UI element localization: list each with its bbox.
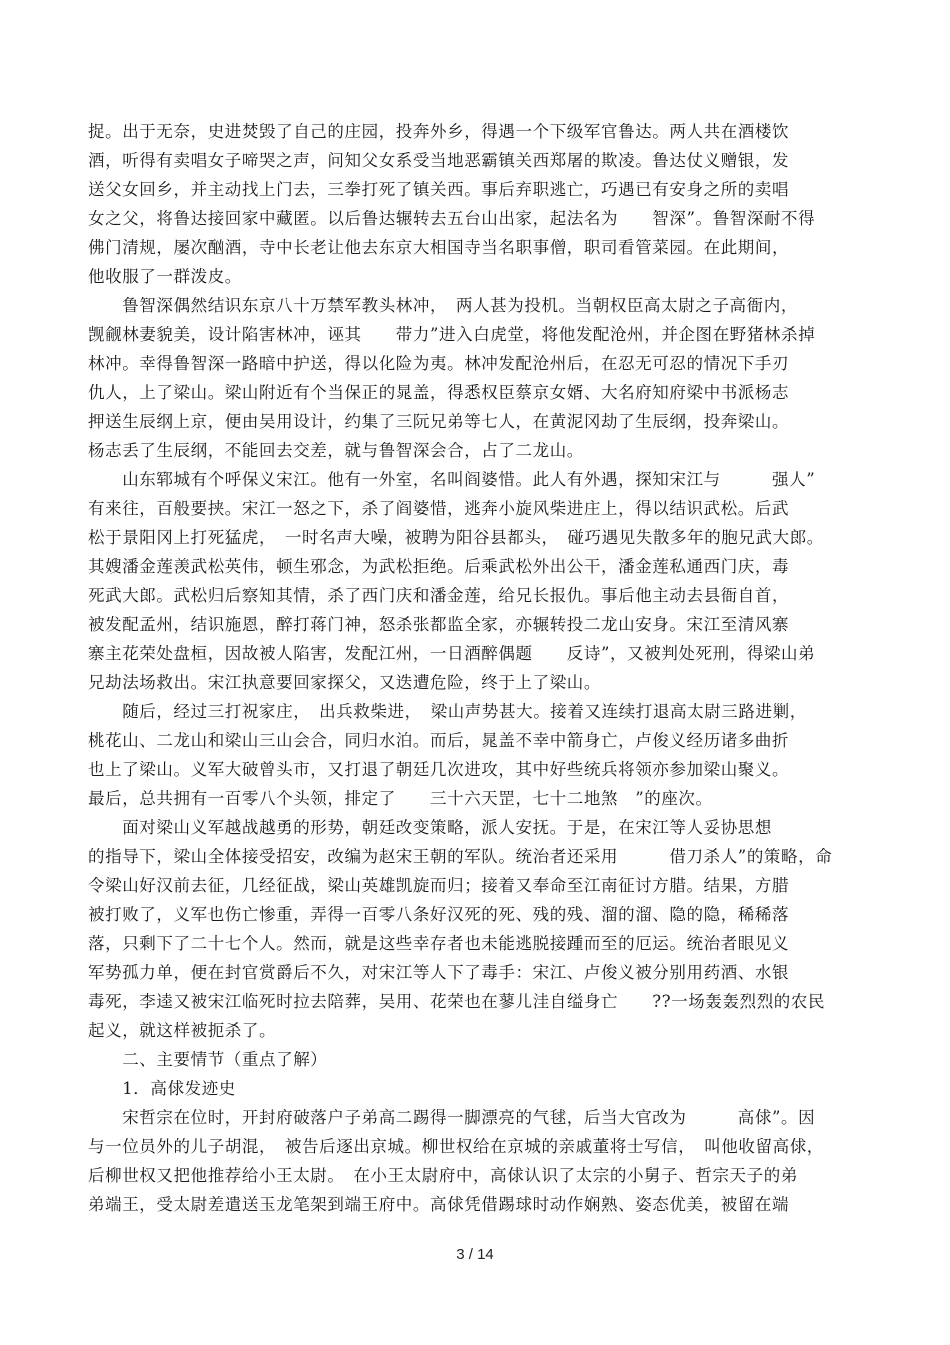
text-line: 后柳世权又把他推荐给小王太尉。 在小王太尉府中，高俅认识了太宗的小舅子、哲宗天子的弟 [88, 1166, 798, 1185]
text-line: 女之父，将鲁达接回家中藏匿。以后鲁达辗转去五台山出家，起法名为 智深”。鲁智深耐不得 [88, 209, 816, 228]
page-number: 3 / 14 [456, 1246, 494, 1263]
text-line: 送父女回乡，并主动找上门去，三拳打死了镇关西。事后弃职逃亡，巧遇已有安身之所的卖唱 [88, 180, 790, 199]
text-line: 宋哲宗在位时，开封府破落户子弟高二踢得一脚漂亮的气毬，后当大官改为 高俅”。因 [88, 1108, 816, 1127]
text-line: 落，只剩下了二十七个人。然而，就是这些幸存者也未能逃脱接踵而至的厄运。统治者眼见义 [88, 934, 790, 953]
text-line: 酒，听得有卖唱女子啼哭之声，问知父女系受当地恶霸镇关西郑屠的欺凌。鲁达仗义赠银，发 [88, 151, 790, 170]
text-line: 军势孤力单，便在封官赏爵后不久，对宋江等人下了毒手：宋江、卢俊义被分别用药酒、水银 [88, 963, 790, 982]
text-line: 佛门清规，屡次酗酒，寺中长老让他去东京大相国寺当名职事僧，职司看管菜园。在此期间， [88, 238, 790, 257]
text-line: 有来往，百般要挟。宋江一怒之下，杀了阎婆惜，逃奔小旋风柴进庄上，得以结识武松。后武 [88, 499, 790, 518]
text-line: 桃花山、二龙山和梁山三山会合，同归水泊。而后，晁盖不幸中箭身亡，卢俊义经历诸多曲折 [88, 731, 790, 750]
text-line: 与一位员外的儿子胡混， 被告后逐出京城。柳世权给在京城的亲戚董将士写信， 叫他收留高俅， [88, 1137, 824, 1156]
text-line: 寨主花荣处盘桓，因故被人陷害，发配江州，一日酒醉偶题 反诗”，又被判处死刑，得梁山弟 [88, 644, 816, 663]
text-line: 林冲。幸得鲁智深一路暗中护送，得以化险为夷。林冲发配沧州后，在忍无可忍的情况下手刃 [88, 354, 790, 373]
text-line: 的指导下，梁山全体接受招安，改编为赵宋王朝的军队。统治者还采用 借刀杀人”的策略，命 [88, 847, 833, 866]
text-line: 死武大郎。武松归后察知其情，杀了西门庆和潘金莲，给兄长报仇。事后他主动去县衙自首， [88, 586, 790, 605]
text-line: 兄劫法场救出。宋江执意要回家探父，又迭遭危险，终于上了梁山。 [88, 673, 601, 692]
text-line: 被打败了，义军也伤亡惨重，弄得一百零八条好汉死的死、残的残、溜的溜、隐的隐，稀稀落 [88, 905, 790, 924]
text-line: 其嫂潘金莲羡武松英伟，顿生邪念，为武松拒绝。后乘武松外出公干，潘金莲私通西门庆，毒 [88, 557, 790, 576]
text-line: 山东郓城有个呼保义宋江。他有一外室，名叫阎婆惜。此人有外遇，探知宋江与 强人” [88, 470, 816, 489]
text-line: 最后，总共拥有一百零八个头领，排定了 三十六天罡，七十二地煞 ”的座次。 [88, 789, 713, 808]
text-line: 毒死，李逵又被宋江临死时拉去陪葬，吴用、花荣也在蓼儿洼自缢身亡 ??一场轰轰烈烈的农民 [88, 992, 826, 1011]
text-line: 也上了梁山。义军大破曾头市，又打退了朝廷几次进攻，其中好些统兵将领亦参加梁山聚义。 [88, 760, 790, 779]
text-line: 松于景阳冈上打死猛虎， 一时名声大噪，被聘为阳谷县都头， 碰巧遇见失散多年的胞兄武大郎。 [88, 528, 824, 547]
text-line: 鲁智深偶然结识东京八十万禁军教头林冲， 两人甚为投机。当朝权臣高太尉之子高衙内， [88, 296, 798, 315]
text-line: 被发配孟州，结识施恩，醉打蒋门神，怒杀张都监全家，亦辗转投二龙山安身。宋江至清风寨 [88, 615, 790, 634]
text-line: 弟端王，受太尉差遣送玉龙笔架到端王府中。高俅凭借踢球时动作娴熟、姿态优美，被留在端 [88, 1195, 790, 1214]
section-heading: 二、主要情节（重点了解） [88, 1050, 328, 1069]
subsection-heading: 1．高俅发迹史 [88, 1079, 236, 1098]
text-line: 起义，就这样被扼杀了。 [88, 1021, 277, 1040]
text-line: 杨志丢了生辰纲，不能回去交差，就与鲁智深会合，占了二龙山。 [88, 441, 584, 460]
text-line: 令梁山好汉前去征，几经征战，梁山英雄凯旋而归；接着又奉命至江南征讨方腊。结果，方腊 [88, 876, 790, 895]
text-line: 仇人，上了梁山。梁山附近有个当保正的晁盖，得悉权臣蔡京女婿、大名府知府梁中书派杨志 [88, 383, 790, 402]
text-line: 他收服了一群泼皮。 [88, 267, 242, 286]
text-line: 面对梁山义军越战越勇的形势，朝廷改变策略，派人安抚。于是，在宋江等人妥协思想 [88, 818, 772, 837]
text-line: 押送生辰纲上京，便由吴用设计，约集了三阮兄弟等七人，在黄泥冈劫了生辰纲，投奔梁山。 [88, 412, 790, 431]
text-line: 觊觎林妻貌美，设计陷害林冲，诬其 带力”进入白虎堂，将他发配沧州，并企图在野猪林杀掉 [88, 325, 816, 344]
text-line: 随后，经过三打祝家庄， 出兵救柴进， 梁山声势甚大。接着又连续打退高太尉三路进剿， [88, 702, 807, 721]
text-line: 捉。出于无奈，史进焚毁了自己的庄园，投奔外乡，得遇一个下级军官鲁达。两人共在酒楼饮 [88, 122, 790, 141]
